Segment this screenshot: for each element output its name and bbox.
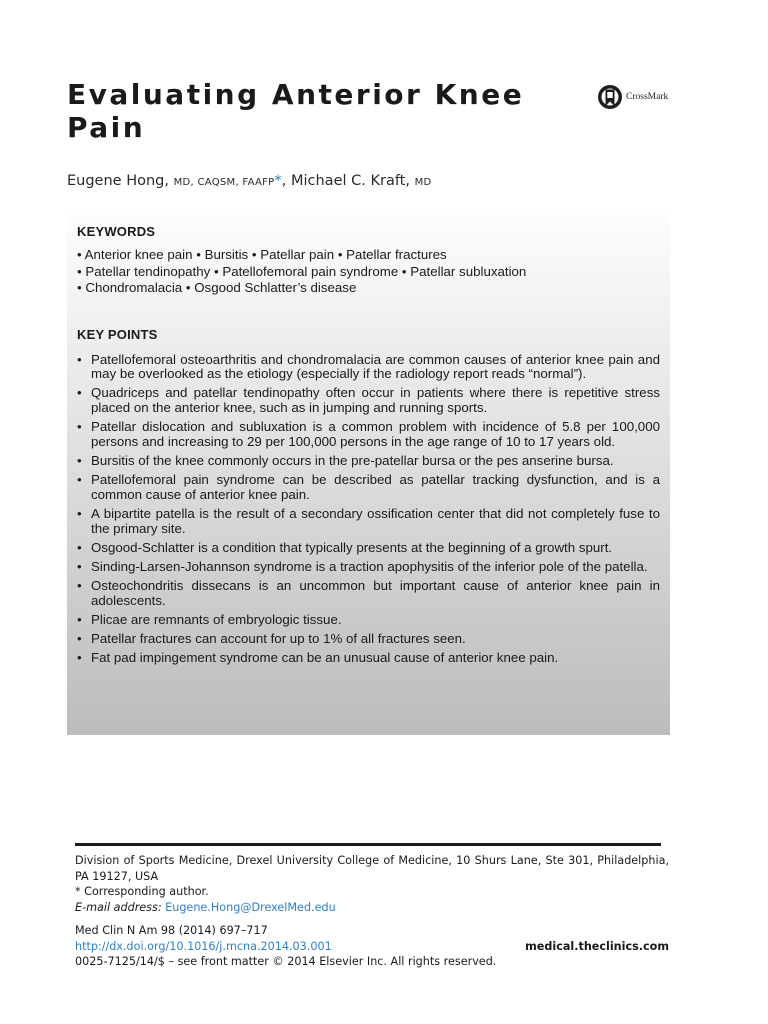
keywords-list xyxy=(77,247,660,297)
author-name: Eugene Hong, xyxy=(67,173,169,189)
keywords-heading: KEYWORDS xyxy=(77,224,156,239)
article-title: Evaluating Anterior Knee Pain xyxy=(67,78,525,144)
key-point-item: • Patellofemoral pain syndrome can be described as patellar tracking dysfunction, and is a common cause of anterior knee pain. xyxy=(77,473,660,503)
author-name: Michael C. Kraft, xyxy=(290,173,410,189)
author-degrees: MD, CAQSM, FAAFP xyxy=(173,177,275,188)
key-point-item: • Osgood-Schlatter is a condition that typically presents at the beginning of a growth spurt. xyxy=(77,541,660,556)
email-label: E-mail address: xyxy=(75,900,162,914)
key-point-item: • Sinding-Larsen-Johannson syndrome is a traction apophysitis of the inferior pole of the patella. xyxy=(77,560,660,575)
author-line xyxy=(67,173,432,189)
footer xyxy=(75,853,669,970)
keyword-line: • Anterior knee pain • Bursitis • Patellar pain • Patellar fractures xyxy=(77,247,447,262)
doi-link[interactable]: http://dx.doi.org/10.1016/j.mcna.2014.03.001 xyxy=(75,939,332,953)
key-point-item: • Bursitis of the knee commonly occurs in the pre-patellar bursa or the pes anserine bursa. xyxy=(77,454,660,469)
author-degrees: MD xyxy=(414,177,432,188)
author-separator: , xyxy=(281,173,291,189)
key-point-item: • Quadriceps and patellar tendinopathy often occur in patients where there is repetitive stress placed on the anterior knee, such as in jumping and running sports. xyxy=(77,386,660,416)
key-points-heading: KEY POINTS xyxy=(77,326,158,342)
key-point-item: • Patellar dislocation and subluxation is a common problem with incidence of 5.8 per 100,000 persons and increasing to 29 per 100,000 persons in the age range of 10 to 17 years old. xyxy=(77,420,660,450)
key-point-item: • Osteochondritis dissecans is an uncommon but important cause of anterior knee pain in adolescents. xyxy=(77,579,660,609)
crossmark-icon xyxy=(597,84,623,110)
keyword-line: • Patellar tendinopathy • Patellofemoral pain syndrome • Patellar subluxation xyxy=(77,263,527,279)
citation: Med Clin N Am 98 (2014) 697–717 xyxy=(75,924,268,937)
email-line xyxy=(75,900,669,916)
key-point-item: • A bipartite patella is the result of a secondary ossification center that did not completely fuse to the primary site. xyxy=(77,507,660,537)
journal-site: medical.theclinics.com xyxy=(525,939,669,953)
corresponding-mark[interactable]: * xyxy=(274,173,282,189)
doi-row xyxy=(75,939,669,955)
copyright-line: 0025-7125/14/$ – see front matter © 2014 Elsevier Inc. All rights reserved. xyxy=(75,955,497,968)
crossmark-badge[interactable] xyxy=(597,84,668,110)
key-point-item: • Patellar fractures can account for up to 1% of all fractures seen. xyxy=(77,632,660,647)
key-point-item: • Fat pad impingement syndrome can be an unusual cause of anterior knee pain. xyxy=(77,651,660,666)
key-point-item: • Plicae are remnants of embryologic tissue. xyxy=(77,613,660,628)
corresponding-author-note: * Corresponding author. xyxy=(75,885,209,898)
key-points-list xyxy=(77,353,660,667)
keyword-line: • Chondromalacia • Osgood Schlatter’s disease xyxy=(77,280,357,295)
crossmark-label: CrossMark xyxy=(626,92,669,102)
footer-rule xyxy=(75,843,661,846)
abstract-box xyxy=(67,215,670,735)
key-point-item: • Patellofemoral osteoarthritis and chondromalacia are common causes of anterior knee pain and may be overlooked as the etiology (especially if the radiology report reads “normal”). xyxy=(77,353,660,383)
email-link[interactable]: Eugene.Hong@DrexelMed.edu xyxy=(165,900,336,914)
affiliation: Division of Sports Medicine, Drexel University College of Medicine, 10 Shurs Lane, Ste 301, Philadelphia, PA 19127, USA xyxy=(75,854,669,883)
